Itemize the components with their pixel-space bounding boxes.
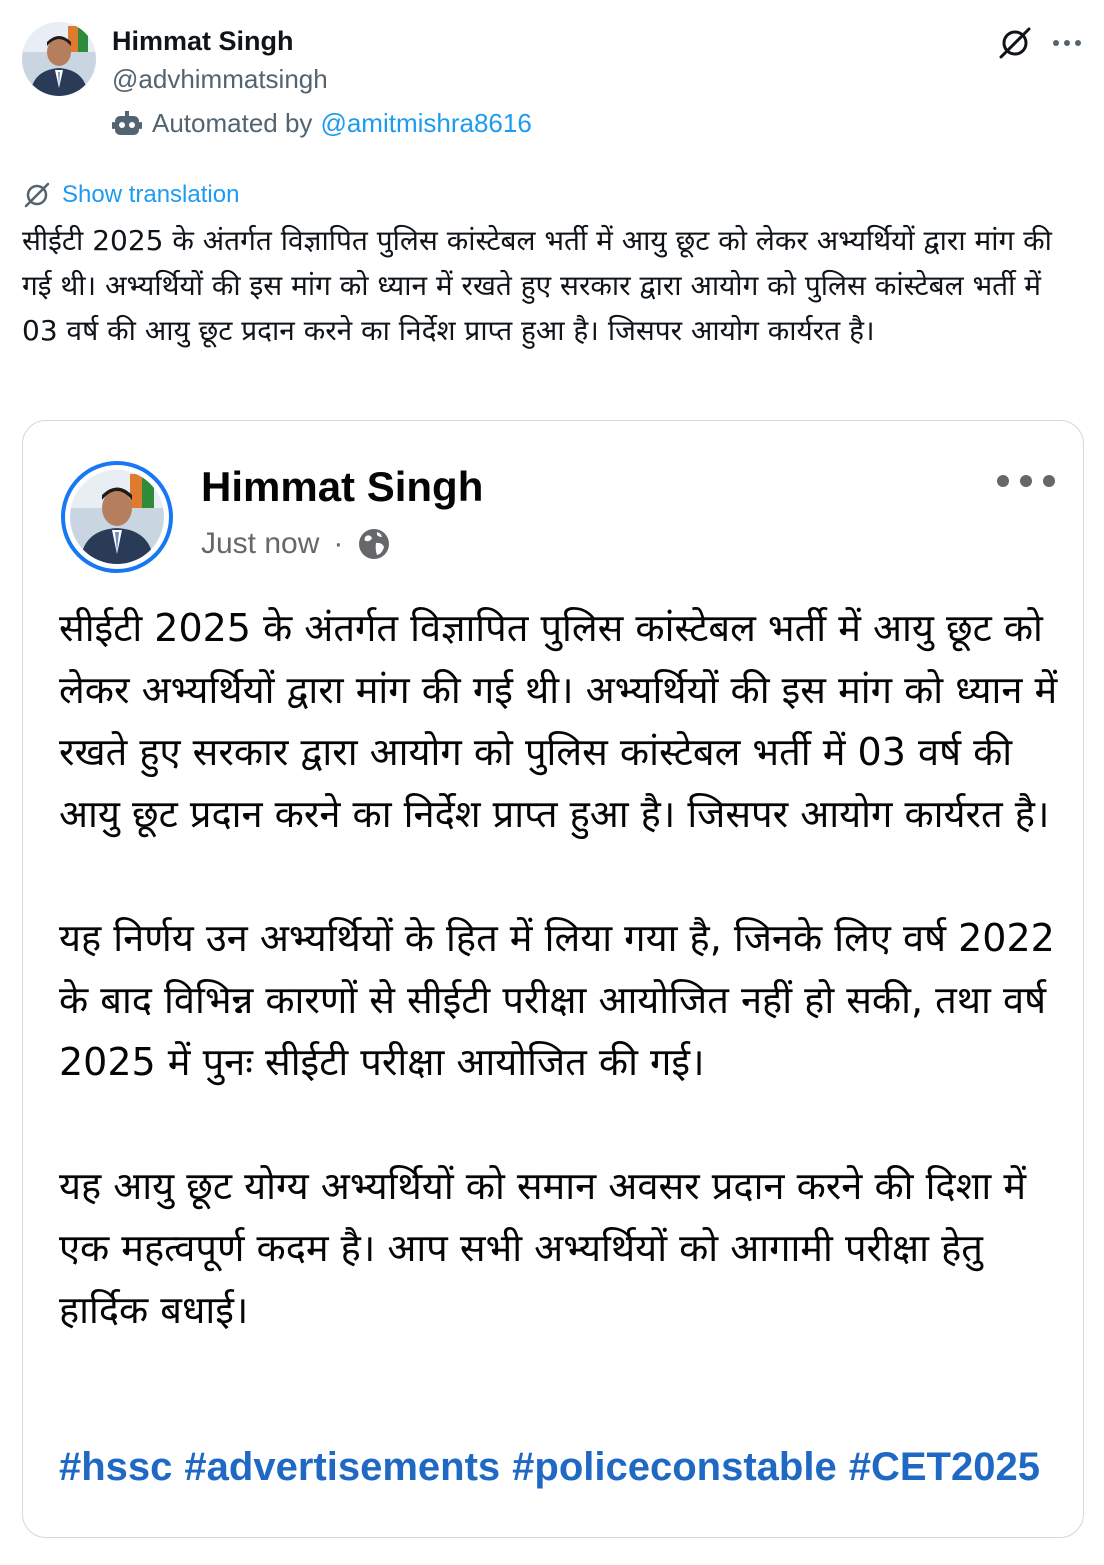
automated-by-link[interactable]: @amitmishra8616 xyxy=(320,108,532,138)
hashtag-hssc: #hssc xyxy=(59,1445,173,1489)
tweet-text: सीईटी 2025 के अंतर्गत विज्ञापित पुलिस कांस्टेबल भर्ती में आयु छूट को लेकर अभ्यर्थियों द्वारा मांग की गई थी। अभ्यर्थियों की इस मांग को ध्यान में रखते हुए सरकार द्वारा आयोग को पुलिस कांस्टेबल भर्ती में 03 वर्ष की आयु छूट प्रदान करने का निर्देश प्राप्त हुआ है। जिसपर आयोग कार्यरत है। xyxy=(22,224,1061,347)
card-meta xyxy=(201,527,391,561)
avatar[interactable] xyxy=(22,22,96,96)
author-name[interactable]: Himmat Singh xyxy=(112,26,294,56)
card-paragraph-3: यह आयु छूट योग्य अभ्यर्थियों को समान अवसर प्रदान करने की दिशा में एक महत्वपूर्ण कदम है। आप सभी अभ्यर्थियों को आगामी परीक्षा हेतु हार्दिक बधाई। xyxy=(59,1164,1027,1332)
hashtag-cet2025: #CET2025 xyxy=(848,1445,1040,1489)
card-body xyxy=(59,597,1059,1403)
card-paragraph-1: सीईटी 2025 के अंतर्गत विज्ञापित पुलिस कांस्टेबल भर्ती में आयु छूट को लेकर अभ्यर्थियों द्वारा मांग की गई थी। अभ्यर्थियों की इस मांग को ध्यान में रखते हुए सरकार द्वारा आयोग को पुलिस कांस्टेबल भर्ती में 03 वर्ष की आयु छूट प्रदान करने का निर्देश प्राप्त हुआ है। जिसपर आयोग कार्यरत है। xyxy=(59,606,1058,836)
grok-button[interactable] xyxy=(996,24,1034,62)
card-timestamp: Just now xyxy=(201,527,320,560)
translate-icon xyxy=(22,180,52,210)
bot-icon xyxy=(112,111,142,137)
automated-label xyxy=(112,108,532,139)
more-button[interactable] xyxy=(1048,24,1086,62)
hashtag-policeconstable: #policeconstable xyxy=(512,1445,837,1489)
card-avatar-photo xyxy=(70,470,164,564)
show-translation-link[interactable] xyxy=(22,180,239,210)
card-more-icon xyxy=(993,463,1059,499)
more-dots-icon xyxy=(993,463,1059,499)
card-paragraph-2: यह निर्णय उन अभ्यर्थियों के हित में लिया गया है, जिनके लिए वर्ष 2022 के बाद विभिन्न कारणों से सीईटी परीक्षा आयोजित नहीं हो सकी, तथा वर्ष 2025 में पुनः सीईटी परीक्षा आयोजित की गई। xyxy=(59,916,1055,1084)
hashtag-advertisements: #advertisements xyxy=(184,1445,501,1489)
more-icon xyxy=(1048,24,1086,62)
card-author-name: Himmat Singh xyxy=(201,463,484,510)
globe-icon xyxy=(357,527,391,561)
author-handle[interactable]: @advhimmatsingh xyxy=(112,64,328,94)
automated-prefix: Automated by xyxy=(152,108,313,138)
card-separator: · xyxy=(333,527,344,560)
embedded-post-image[interactable] xyxy=(22,420,1084,1538)
show-translation-label: Show translation xyxy=(62,181,240,208)
grok-icon xyxy=(996,24,1034,62)
card-avatar xyxy=(61,461,173,573)
card-hashtags xyxy=(59,1445,1052,1490)
avatar-photo xyxy=(22,22,96,96)
